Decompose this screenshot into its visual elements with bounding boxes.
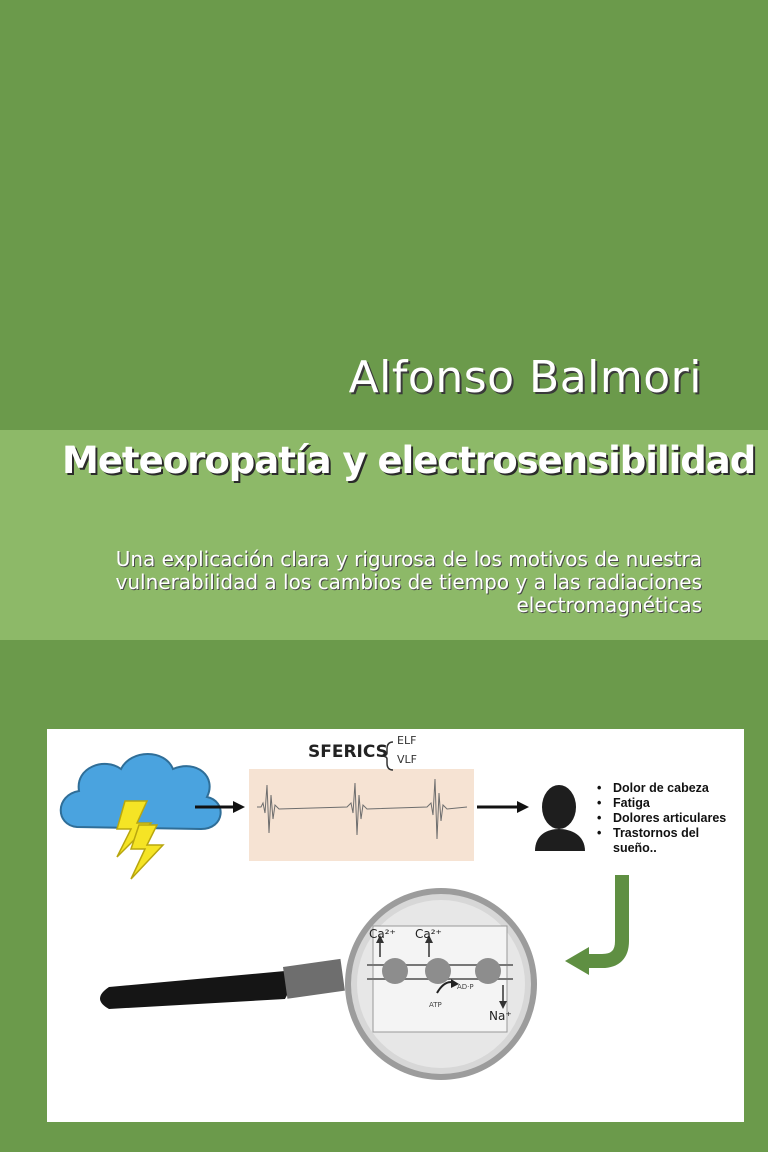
symptom-item: • Fatiga (597, 796, 744, 811)
band-label-vlf: VLF (397, 753, 417, 766)
author-name: Alfonso Balmori (348, 352, 702, 403)
ion-ca-left: Ca²⁺ (369, 927, 396, 941)
magnifying-glass-icon (100, 888, 537, 1080)
symptom-item: • Trastornos del sueño.. (597, 826, 744, 856)
storm-cloud-icon (61, 754, 221, 879)
symptom-item: • Dolores articulares (597, 811, 744, 826)
sferics-label: SFERICS (308, 742, 388, 762)
label-adp: AD·P (457, 983, 474, 991)
person-icon (535, 785, 585, 851)
band-label-elf: ELF (397, 734, 417, 747)
symptoms-list (597, 781, 744, 856)
book-title: Meteoropatía y electrosensibilidad (62, 439, 756, 482)
symptom-item: • Dolor de cabeza (597, 781, 744, 796)
green-down-arrow-icon (565, 875, 622, 975)
ion-na: Na⁺ (489, 1009, 512, 1023)
book-subtitle: Una explicación clara y rigurosa de los motivos de nuestra vulnerabilidad a los cambios de tiempo y a las radiaciones electromagnéticas (115, 547, 702, 617)
label-atp: ATP (429, 1001, 442, 1009)
arrow-right-icon-2 (477, 801, 529, 813)
lightning-icon (131, 825, 163, 879)
illustration-panel (47, 729, 744, 1122)
ion-ca-right: Ca²⁺ (415, 927, 442, 941)
